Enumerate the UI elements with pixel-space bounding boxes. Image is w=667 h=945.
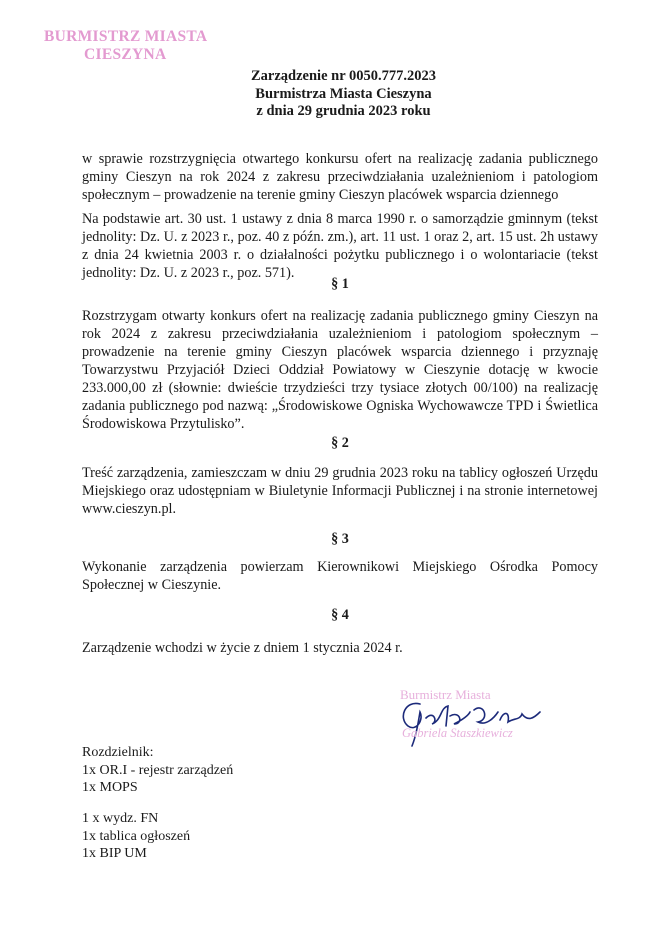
signature-block: [390, 686, 560, 756]
distribution-title: Rozdzielnik:: [82, 745, 154, 760]
stamp-office: [44, 28, 207, 64]
distribution-list: [82, 744, 233, 797]
stamp-line-2: CIESZYNA: [84, 46, 167, 63]
section-4-mark: § 4: [331, 607, 349, 623]
distribution-list-2: [82, 810, 190, 863]
header-issuer: Burmistrza Miasta Cieszyna: [255, 85, 432, 102]
header-date: z dnia 29 grudnia 2023 roku: [256, 103, 431, 119]
stamp-line-1: BURMISTRZ MIASTA: [44, 28, 208, 45]
section-2-mark: § 2: [331, 435, 349, 451]
distribution-item: 1x MOPS: [82, 780, 138, 795]
distribution-item: 1x tablica ogłoszeń: [82, 828, 191, 844]
distribution-item: 1x OR.I - rejestr zarządzeń: [82, 762, 234, 778]
signature-stamp-title: Burmistrz Miasta: [400, 687, 491, 702]
legal-basis-paragraph: Na podstawie art. 30 ust. 1 ustawy z dnia 8 marca 1990 r. o samorządzie gminnym (tekst jednolity: Dz. U. z 2023 r., poz. 40 z późn. zm.), art. 11 ust. 1 oraz 2, art. 15 ust. 2h ustawy z dnia 24 kwietnia 2003 r. o działalności pożytku publicznego i o wolontariacie (tekst jednolity: Dz. U. z 2023 r., poz. 571).: [82, 211, 598, 281]
distribution-item: 1 x wydz. FN: [82, 811, 159, 826]
section-2-text: Treść zarządzenia, zamieszczam w dniu 29 grudnia 2023 roku na tablicy ogłoszeń Urzędu Miejskiego oraz udostępniam w Biuletynie Informacji Publicznej i na stronie internetowej www.cieszyn.pl.: [82, 465, 598, 517]
subject-paragraph: w sprawie rozstrzygnięcia otwartego konkursu ofert na realizację zadania publicznego gminy Cieszyn na rok 2024 z zakresu przeciwdziałania uzależnieniom i patologiom społecznym – prowadzenie na terenie gminy Cieszyn placówek wsparcia dziennego: [82, 151, 598, 203]
section-3-text: Wykonanie zarządzenia powierzam Kierownikowi Miejskiego Ośrodka Pomocy Społecznej w Cieszynie.: [82, 559, 598, 593]
header-title: Zarządzenie nr 0050.777.2023: [251, 68, 436, 84]
distribution-item: 1x BIP UM: [82, 846, 147, 861]
section-3-mark: § 3: [331, 531, 349, 547]
document-header: [0, 68, 667, 121]
section-1-text: Rozstrzygam otwarty konkurs ofert na realizację zadania publicznego gminy Cieszyn na rok 2024 z zakresu przeciwdziałania uzależnieniom i patologiom społecznym – prowadzenie na terenie gminy Cieszyn placówek wsparcia dziennego i przyznaję Towarzystwu Przyjaciół Dzieci Oddział Powiatowy w Cieszynie dotację w kwocie 233.000,00 zł (słownie: dwieście trzydzieści trzy tysiace złotych 00/100) na realizację zadania publicznego pod nazwą: „Środowiskowe Ogniska Wychowawcze TPD i Świetlica Środowiskowa Przytulisko”.: [82, 308, 598, 432]
signature-stamp-name: Gabriela Staszkiewicz: [402, 726, 513, 740]
section-1-mark: § 1: [331, 276, 349, 292]
section-4-text: Zarządzenie wchodzi w życie z dniem 1 stycznia 2024 r.: [82, 640, 403, 656]
